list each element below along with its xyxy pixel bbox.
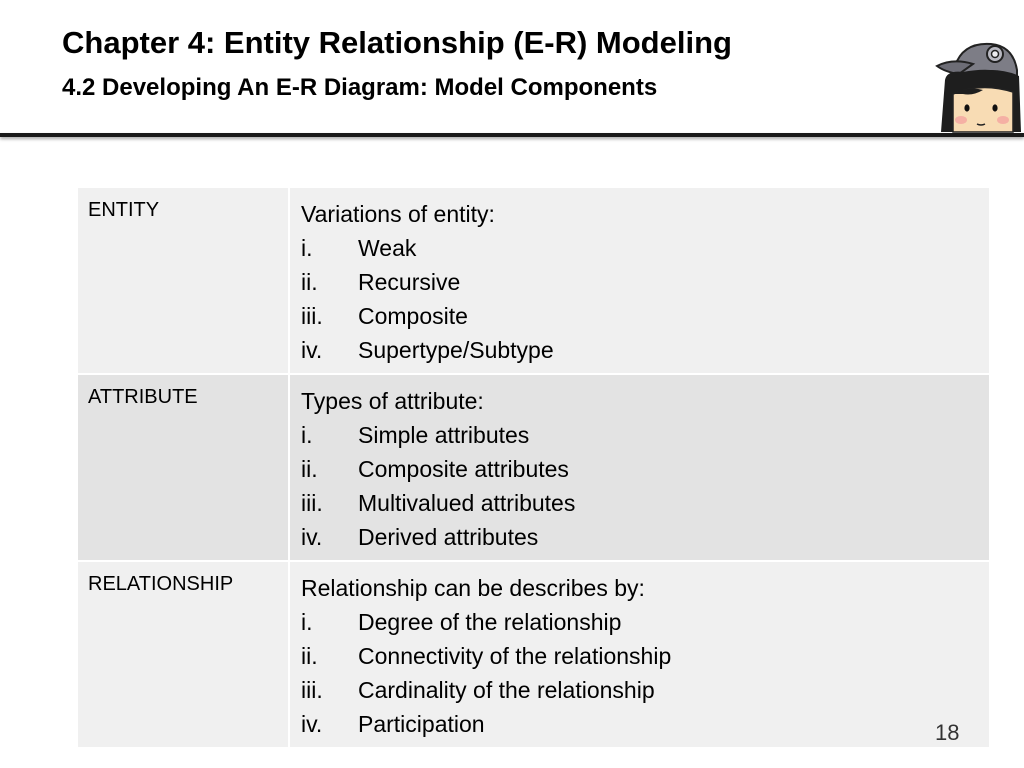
list-item-number: iv. <box>301 711 323 737</box>
description-intro: Relationship can be describes by: <box>301 575 645 601</box>
list-item-number: i. <box>301 235 313 261</box>
list-item-number: ii. <box>301 269 318 295</box>
list-item-number: i. <box>301 422 313 448</box>
list-item-text: Composite attributes <box>358 456 569 482</box>
list-item <box>301 231 989 265</box>
list-item-text: Composite <box>358 303 468 329</box>
component-description-cell <box>290 188 989 373</box>
description-intro: Variations of entity: <box>301 201 495 227</box>
list-item-text: Supertype/Subtype <box>358 337 554 363</box>
list-item-text: Cardinality of the relationship <box>358 677 655 703</box>
list-item-number: ii. <box>301 456 318 482</box>
list-item-number: i. <box>301 609 313 635</box>
component-name-cell: ATTRIBUTE <box>78 375 290 560</box>
list-item-text: Participation <box>358 711 485 737</box>
list-item <box>301 333 989 367</box>
list-item-number: ii. <box>301 643 318 669</box>
mascot-girl-icon <box>933 36 1023 134</box>
list-item-number: iii. <box>301 303 323 329</box>
list-item <box>301 673 989 707</box>
component-description-cell <box>290 375 989 560</box>
list-item-number: iv. <box>301 337 323 363</box>
list-item <box>301 605 989 639</box>
list-item-text: Weak <box>358 235 417 261</box>
list-item <box>301 486 989 520</box>
list-item <box>301 520 989 554</box>
list-item-text: Connectivity of the relationship <box>358 643 672 669</box>
list-item <box>301 452 989 486</box>
model-components-table <box>78 188 989 749</box>
list-item <box>301 639 989 673</box>
table-row <box>78 188 989 375</box>
slide-subtitle: 4.2 Developing An E-R Diagram: Model Components <box>62 74 658 101</box>
list-item-number: iv. <box>301 524 323 550</box>
list-item-text: Simple attributes <box>358 422 530 448</box>
description-intro: Types of attribute: <box>301 388 484 414</box>
list-item-text: Derived attributes <box>358 524 539 550</box>
list-item-number: iii. <box>301 490 323 516</box>
slide-title: Chapter 4: Entity Relationship (E-R) Modeling <box>62 25 732 60</box>
component-name-cell: RELATIONSHIP <box>78 562 290 747</box>
list-item <box>301 299 989 333</box>
header-divider <box>0 133 1024 137</box>
list-item <box>301 265 989 299</box>
list-item-text: Multivalued attributes <box>358 490 576 516</box>
list-item-text: Recursive <box>358 269 461 295</box>
table-row <box>78 375 989 562</box>
list-item-number: iii. <box>301 677 323 703</box>
table-row <box>78 562 989 749</box>
component-description-cell <box>290 562 989 747</box>
list-item-text: Degree of the relationship <box>358 609 622 635</box>
list-item <box>301 418 989 452</box>
list-item <box>301 707 989 741</box>
component-name-cell: ENTITY <box>78 188 290 373</box>
page-number: 18 <box>935 720 960 745</box>
